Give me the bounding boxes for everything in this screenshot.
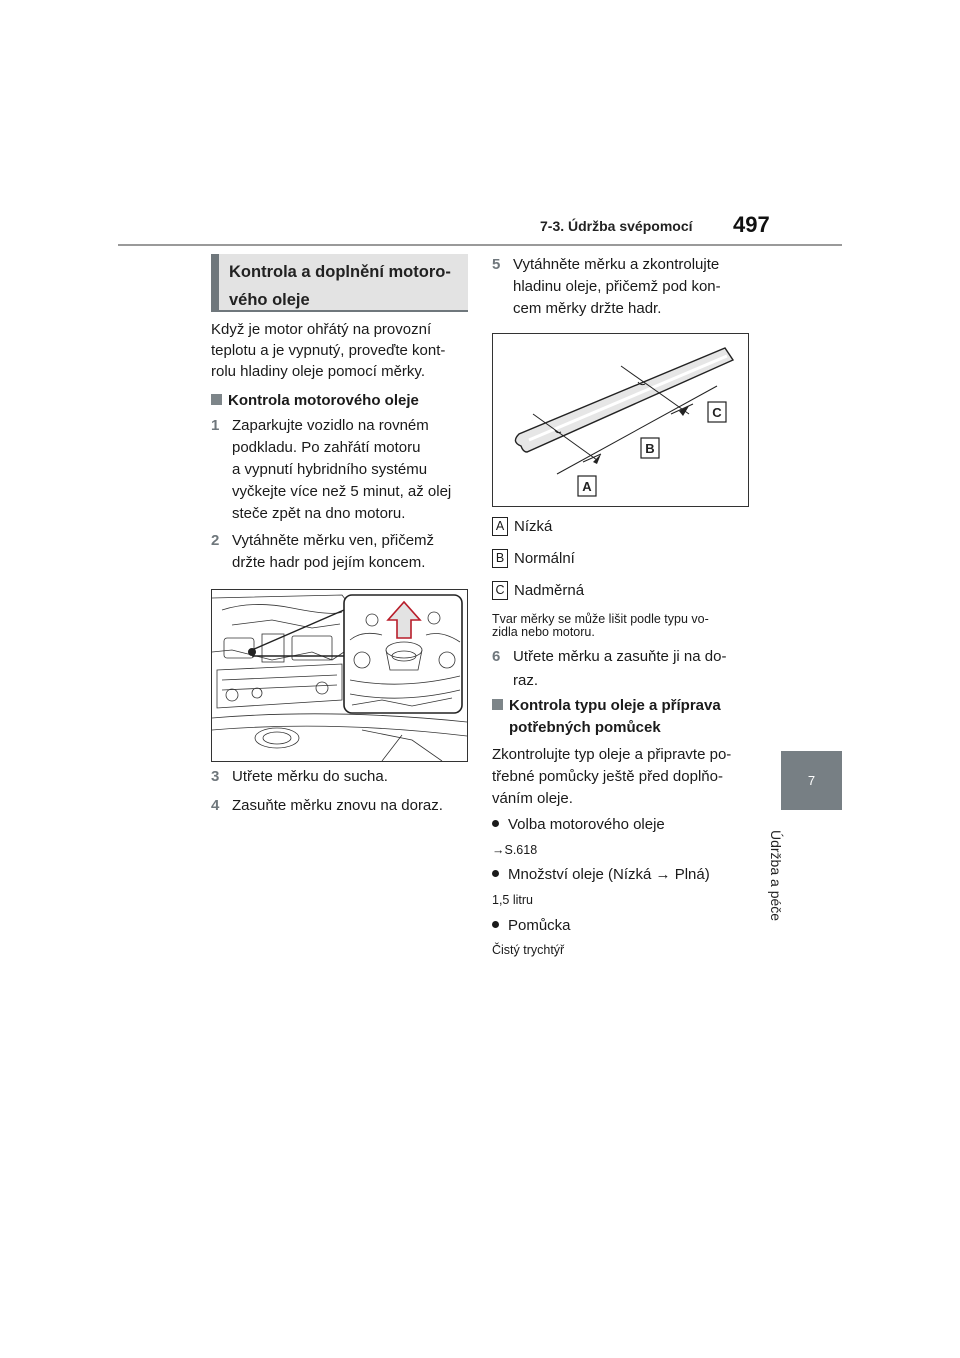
dipstick-drawing bbox=[493, 334, 748, 506]
legend-letter: B bbox=[492, 549, 508, 568]
step-line: Vytáhněte měrku ven, přičemž bbox=[232, 532, 435, 549]
subheading-text: Kontrola motorového oleje bbox=[228, 392, 419, 409]
square-bullet-icon bbox=[492, 699, 503, 710]
step-line: a vypnutí hybridního systému bbox=[232, 461, 428, 478]
engine-bay-illustration bbox=[211, 589, 468, 762]
note-line: Tvar měrky se může lišit podle typu vo- bbox=[492, 612, 709, 626]
chapter-side-label bbox=[768, 830, 812, 930]
step-5 bbox=[492, 254, 754, 320]
bullet-dot-icon bbox=[492, 870, 499, 877]
oil-quantity-value: 1,5 litru bbox=[492, 893, 533, 907]
bullet-oil-quantity bbox=[492, 865, 710, 885]
subheading-text: Kontrola typu oleje a příprava bbox=[509, 697, 721, 714]
section-title bbox=[211, 254, 468, 310]
subheading-text: potřebných pomůcek bbox=[509, 719, 661, 736]
bullet-dot-icon bbox=[492, 921, 499, 928]
dipstick-note bbox=[492, 613, 754, 639]
dipstick-label-b: B bbox=[645, 441, 655, 456]
step-line: Vytáhněte měrku a zkontrolujte bbox=[513, 256, 720, 273]
step-number: 5 bbox=[492, 256, 501, 273]
intro-line: váním oleje. bbox=[492, 790, 573, 807]
legend-letter: C bbox=[492, 581, 508, 600]
section-title-line: vého oleje bbox=[229, 291, 310, 309]
step-number: 2 bbox=[211, 532, 220, 549]
bullet-label: Pomůcka bbox=[508, 917, 571, 934]
step-line: podkladu. Po zahřátí motoru bbox=[232, 439, 421, 456]
section-title-rule bbox=[211, 310, 468, 312]
intro-line: Zkontrolujte typ oleje a připravte po- bbox=[492, 746, 732, 763]
header-section-title: 7-3. Údržba svépomocí bbox=[540, 218, 693, 234]
step-1 bbox=[211, 415, 473, 525]
intro-line: rolu hladiny oleje pomocí měrky. bbox=[211, 363, 425, 380]
step-line: Zaparkujte vozidlo na rovném bbox=[232, 417, 429, 434]
dipstick-illustration bbox=[492, 333, 749, 507]
page-number: 497 bbox=[733, 212, 770, 237]
legend-item-low bbox=[492, 515, 552, 537]
step-6 bbox=[492, 646, 754, 692]
legend-text: Nízká bbox=[514, 517, 553, 535]
legend-letter: A bbox=[492, 517, 508, 536]
intro-line: třebné pomůcky ještě před doplňo- bbox=[492, 768, 723, 785]
legend-text: Normální bbox=[514, 549, 575, 567]
step-line: Utřete měrku a zasuňte ji na do- bbox=[513, 648, 727, 665]
oil-type-intro bbox=[492, 744, 754, 810]
dipstick-label-c: C bbox=[712, 405, 722, 420]
legend-item-normal bbox=[492, 547, 575, 569]
step-2 bbox=[211, 530, 473, 574]
note-line: zidla nebo motoru. bbox=[492, 625, 595, 639]
dipstick-label-a: A bbox=[582, 479, 592, 494]
step-number: 4 bbox=[211, 797, 220, 814]
chapter-tab bbox=[781, 751, 842, 810]
intro-paragraph bbox=[211, 319, 473, 382]
bullet-tool bbox=[492, 916, 571, 936]
bullet-label: Volba motorového oleje bbox=[508, 816, 665, 833]
subheading-oil-check bbox=[211, 390, 419, 412]
step-line: raz. bbox=[513, 672, 539, 689]
engine-bay-drawing bbox=[212, 590, 467, 761]
header-divider bbox=[118, 244, 842, 246]
legend-text: Nadměrná bbox=[514, 581, 585, 599]
chapter-number: 7 bbox=[807, 773, 816, 788]
step-4 bbox=[211, 795, 473, 817]
step-number: 1 bbox=[211, 417, 220, 434]
page-reference-link[interactable]: →S.618 bbox=[492, 843, 538, 857]
step-line: cem měrky držte hadr. bbox=[513, 300, 662, 317]
chapter-label: Údržba a péče bbox=[768, 830, 784, 922]
step-3 bbox=[211, 766, 473, 788]
step-line: hladinu oleje, přičemž pod kon- bbox=[513, 278, 721, 295]
bullet-label: Množství oleje (Nízká → Plná) bbox=[508, 866, 710, 883]
subheading-oil-type bbox=[492, 695, 754, 739]
tool-value: Čistý trychtýř bbox=[492, 943, 565, 957]
step-line: steče zpět na dno motoru. bbox=[232, 505, 406, 522]
section-title-line: Kontrola a doplnění motoro- bbox=[229, 263, 451, 281]
intro-line: teplotu a je vypnutý, proveďte kont- bbox=[211, 342, 446, 359]
dipstick-location-marker bbox=[248, 648, 256, 656]
legend-item-excess bbox=[492, 579, 584, 601]
step-line: Zasuňte měrku znovu na doraz. bbox=[232, 797, 443, 814]
square-bullet-icon bbox=[211, 394, 222, 405]
step-line: Utřete měrku do sucha. bbox=[232, 768, 388, 785]
step-number: 3 bbox=[211, 768, 220, 785]
bullet-dot-icon bbox=[492, 820, 499, 827]
intro-line: Když je motor ohřátý na provozní bbox=[211, 321, 432, 338]
step-number: 6 bbox=[492, 648, 501, 665]
bullet-oil-selection bbox=[492, 815, 665, 835]
step-line: vyčkejte více než 5 minut, až olej bbox=[232, 483, 452, 500]
step-line: držte hadr pod jejím koncem. bbox=[232, 554, 426, 571]
